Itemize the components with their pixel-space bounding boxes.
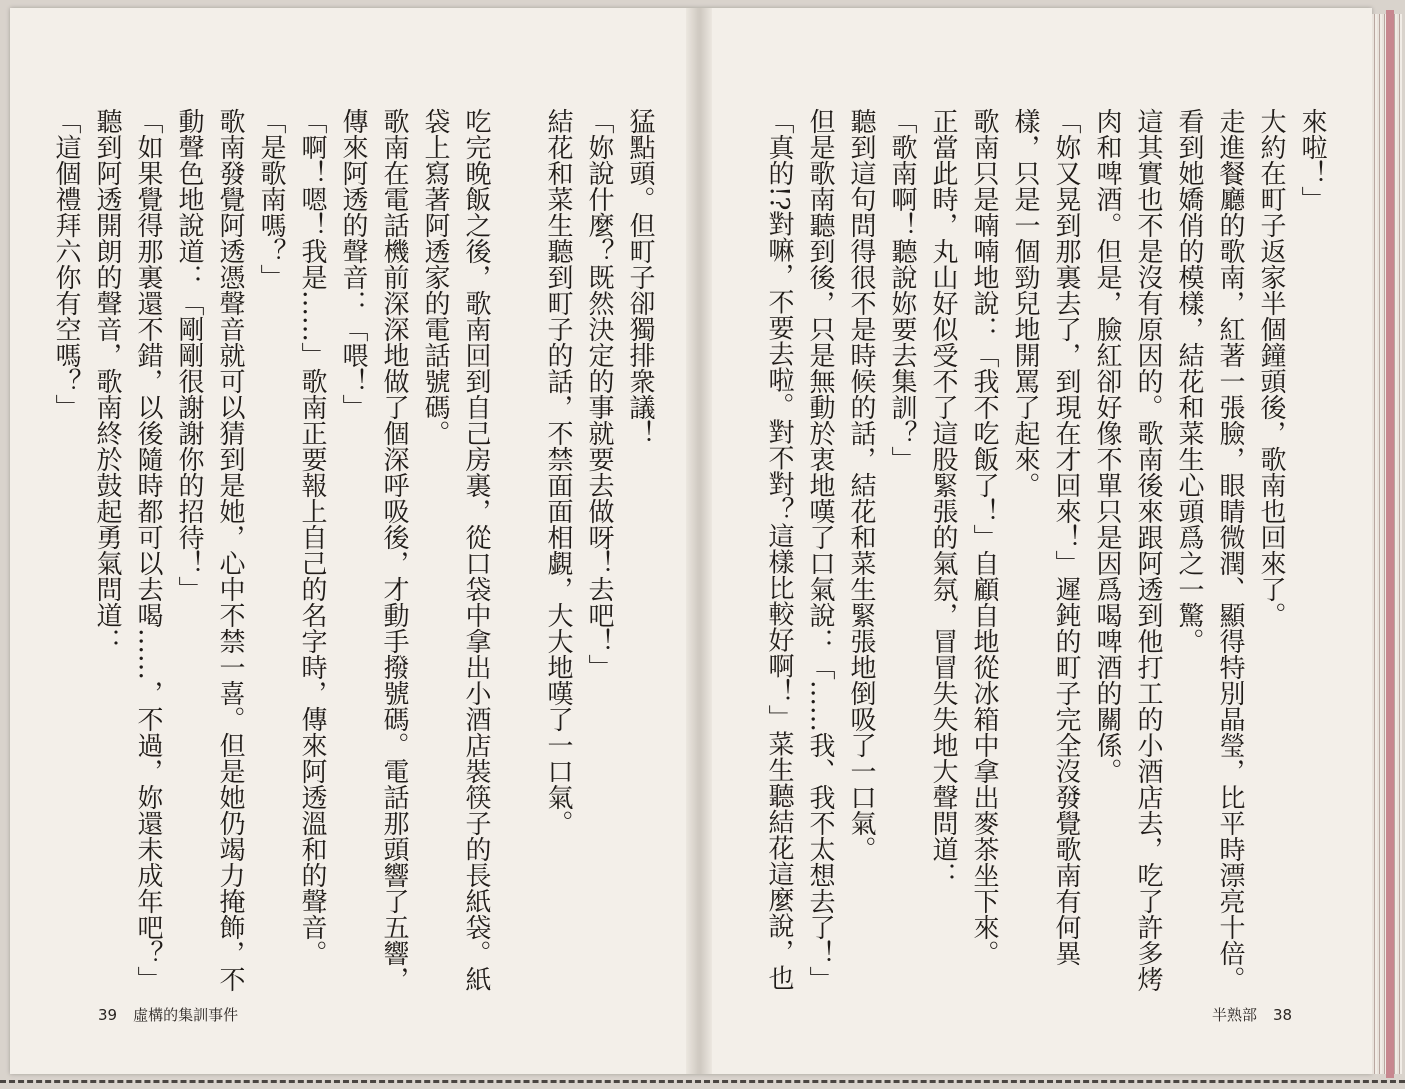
text-line: 樣，只是一個勁兒地開罵了起來。	[1010, 108, 1040, 498]
text-line: 歌南只是喃喃地說：「我不吃飯了！」自顧自地從冰箱中拿出麥茶坐下來。	[969, 108, 999, 966]
scan-border	[0, 1080, 1405, 1083]
text-line: 「啊！嗯！我是……」歌南正要報上自己的名字時，傳來阿透溫和的聲音。	[297, 108, 327, 966]
right-page	[712, 8, 1382, 1074]
page-number: 38	[1273, 1006, 1293, 1024]
right-page-text	[742, 108, 1332, 992]
text-line: 結花和菜生聽到町子的話，不禁面面相覷，大大地嘆了一口氣。	[543, 108, 573, 836]
running-title: 虛構的集訓事件	[133, 1006, 239, 1024]
text-line: 聽到阿透開朗的聲音，歌南終於鼓起勇氣問道：	[92, 108, 122, 654]
text-line: 走進餐廳的歌南，紅著一張臉，眼睛微潤、顯得特別晶瑩，比平時漂亮十倍。	[1215, 108, 1245, 992]
text-line: 傳來阿透的聲音：「喂！」	[338, 108, 368, 420]
text-line: 肉和啤酒。但是，臉紅卻好像不單只是因爲喝啤酒的關係。	[1092, 108, 1122, 784]
left-page	[20, 8, 686, 1074]
text-line: 袋上寫著阿透家的電話號碼。	[420, 108, 450, 446]
text-line: 歌南發覺阿透憑聲音就可以猜到是她，心中不禁一喜。但是她仍竭力掩飾，不	[215, 108, 245, 992]
text-line: 歌南在電話機前深深地做了個深呼吸後，才動手撥號碼。電話那頭響了五響，	[379, 108, 409, 992]
text-line: 但是歌南聽到後，只是無動於衷地嘆了口氣說：「……我、我不太想去了！」	[805, 108, 835, 992]
cover-edge	[1386, 10, 1394, 1078]
text-line: 「真的!?對嘛，不要去啦。對不對？這樣比較好啊！」菜生聽結花這麼說，也	[764, 108, 794, 991]
running-title: 半熟部	[1212, 1006, 1258, 1024]
text-line: 這其實也不是沒有原因的。歌南後來跟阿透到他打工的小酒店去，吃了許多烤	[1133, 108, 1163, 992]
text-line: 「如果覺得那裏還不錯，以後隨時都可以去喝……，不過，妳還未成年吧？」	[133, 108, 163, 992]
text-line: 聽到這句問得很不是時候的話，結花和菜生緊張地倒吸了一口氣。	[846, 108, 876, 862]
right-folio	[1212, 1004, 1292, 1025]
text-line: 正當此時，丸山好似受不了這股緊張的氣氛，冒冒失失地大聲問道：	[928, 108, 958, 888]
text-line: 猛點頭。但町子卻獨排衆議！	[625, 108, 655, 446]
left-page-text	[51, 108, 660, 992]
text-line: 「妳又晃到那裏去了，到現在才回來！」遲鈍的町子完全沒發覺歌南有何異	[1051, 108, 1081, 966]
text-line: 動聲色地說道：「剛剛很謝謝你的招待！」	[174, 108, 204, 602]
text-line: 大約在町子返家半個鐘頭後，歌南也回來了。	[1256, 108, 1286, 628]
book-spread	[10, 8, 1372, 1074]
text-line: 「這個禮拜六你有空嗎？」	[51, 108, 81, 420]
text-line: 「妳說什麼？既然決定的事就要去做呀！去吧！」	[584, 108, 614, 680]
text-line: 吃完晚飯之後，歌南回到自己房裏，從口袋中拿出小酒店裝筷子的長紙袋。紙	[461, 108, 491, 992]
text-line: 看到她嬌俏的模樣，結花和菜生心頭爲之一驚。	[1174, 108, 1204, 654]
blank-line	[496, 108, 537, 966]
text-line: 「歌南啊！聽說妳要去集訓？」	[887, 108, 917, 472]
page-number: 39	[98, 1006, 118, 1024]
book-gutter	[686, 8, 712, 1074]
left-folio	[98, 1004, 238, 1025]
text-line: 「是歌南嗎？」	[256, 108, 286, 290]
text-line: 來啦！」	[1297, 108, 1327, 212]
